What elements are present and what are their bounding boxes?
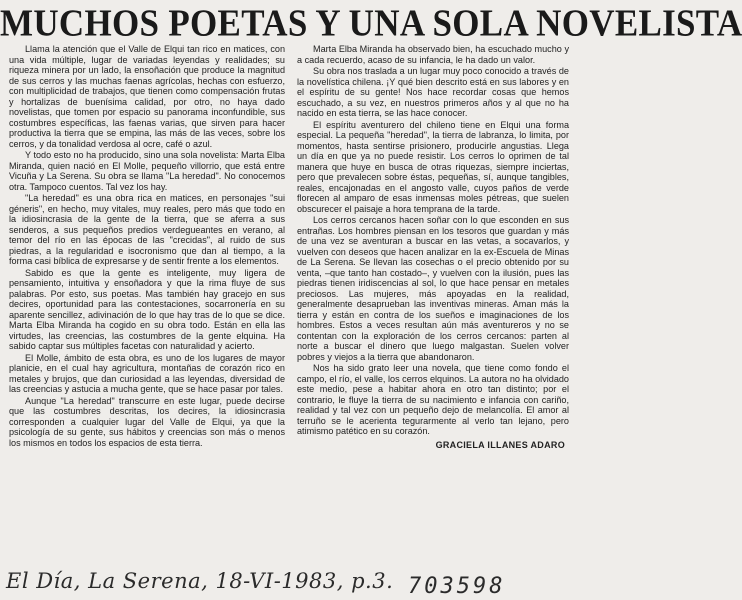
headline: MUCHOS POETAS Y UNA SOLA NOVELISTA bbox=[0, 2, 742, 45]
paragraph: Sabido es que la gente es inteligente, muy ligera de pensamiento, intuitiva y ensoñadora y que la rima fluye de sus palabras. Por esto, sus poetas. Mas también hay gracejo en sus decires, oportunidad para las contestaciones, socarronería en su aparente sencillez, adivinación de lo que hay tras de lo que se dice. Marta Elba Miranda ha cogido en su obra todo. Están en ella las virtudes, las creencias, las costumbres de la gente elquina. Ha sabido captar sus múltiples facetas con naturalidad y acierto. bbox=[9, 267, 285, 351]
paragraph: El espíritu aventurero del chileno tiene en Elqui una forma especial. La pequeña "heredad", la tierra de labranza, lo limita, por momentos, hasta sentirse prisionero, producirle angustias. Llega un día en que ya no puede resistir. Los cerros lo oprimen de tal manera que huye en busca de otras riquezas, siempre inciertas, pero que prevalecen sobre éstas, pequeñas, sí, aunque tangibles, reales, encajonadas en el angosto valle, cuyos paños de verde florecen al amparo de esas inmensas moles pétreas, que suelen obscurecer el paisaje a hora temprana de la tarde. bbox=[297, 119, 569, 214]
paragraph: Su obra nos traslada a un lugar muy poco conocido a través de la novelística chilena. ¡Y qué bien descrito está en sus labores y en el espíritu de su gente! Nos hace recordar cosas que hemos escuchado, a su vez, en nuestros primeros años y al que no ha nacido en esta tierra, se las hace conocer. bbox=[297, 66, 569, 118]
handwritten-source-note: El Día, La Serena, 18-VI-1983, p.3. bbox=[6, 569, 394, 593]
paragraph: Y todo esto no ha producido, sino una sola novelista: Marta Elba Miranda, quien nació en El Molle, pequeño villorrio, que está entre Vicuña y La Serena. Su obra se llama "La heredad". No conocemos otra. Tampoco cuentos. Tal vez los hay. bbox=[9, 150, 285, 192]
paragraph: Llama la atención que el Valle de Elqui tan rico en matices, con una vida múltiple, lugar de variadas leyendas y realidades; su riqueza minera por un lado, la ensoñación que produce la magnitud de sus cerros y las muchas faenas agrícolas, hechas con esfuerzo, con multiplicidad de trabajos, que tienen como compensación frutas y hortalizas de buenísima calidad, por otro, no haya dado novelistas, que tomen por espacio su panorama inconfundible, sus costumbres específicas, las faenas varias, que sirven para hacer productiva la tierra que se empina, las más de las veces, sobre los cerros, y da tonalidad verdosa al ocre, café o azul. bbox=[9, 44, 285, 149]
right-column bbox=[297, 44, 569, 450]
archive-stamp-number: 703598 bbox=[408, 574, 506, 599]
paragraph: Marta Elba Miranda ha observado bien, ha escuchado mucho y a cada recuerdo, acaso de su infancia, le ha dado un valor. bbox=[297, 44, 569, 65]
paragraph: El Molle, ámbito de esta obra, es uno de los lugares de mayor planicie, en el cual hay agricultura, montañas de corazón rico en metales y brujos, que dan curiosidad a las leyendas, diversidad de las creencias y astucia a mucha gente, que se hace pasar por tales. bbox=[9, 352, 285, 394]
paragraph: Nos ha sido grato leer una novela, que tiene como fondo el campo, el río, el valle, los cerros elquinos. La autora no ha olvidado este medio, pese a habitar ahora en otro tan distinto; por el contrario, le fluye la tierra de su nacimiento e infancia con cariño, realidad y tal vez con un pequeño dejo de melancolía. El amor al terruño se le acerienta tegurarmente al verlo tan lejano, pero atimismo patético en su corazón. bbox=[297, 363, 569, 436]
author-signature: GRACIELA ILLANES ADARO bbox=[435, 439, 565, 450]
paragraph: "La heredad" es una obra rica en matices, en personajes "sui géneris", en hecho, muy vitales, muy reales, pero más que todo en la idiosincrasia de la gente de la tierra, que se aferra a sus senderos, a sus pequeños predios verdegueantes en verano, al temor del río en las épocas de las "crecidas", al ruido de sus piedras, a la regularidad e isocronismo que dan al tiempo, a la forma casi bíblica de expresarse y de sentir frente a los elementos. bbox=[9, 193, 285, 266]
left-column bbox=[9, 44, 285, 448]
paragraph: Aunque "La heredad" transcurre en este lugar, puede decirse que las costumbres descritas, los decires, la idiosincrasia corresponden a cualquier lugar del Valle de Elqui, ya que la psicología de su gente, sus hábitos y creencias son más o menos los mismos en todos los espacios de esta tierra. bbox=[9, 395, 285, 448]
paragraph: Los cerros cercanos hacen soñar con lo que esconden en sus entrañas. Los hombres piensan en los tesoros que guardan y más de una vez se aventuran a buscar en las vetas, a socavarlos, y vuelven con deseos que hacen analizar en la ex-Escuela de Minas de La Serena. Se llevan las cosechas o el precio obtenido por su venta, –que tanto han costado–, y vuelven con la ilusión, pues las piedras tienen iridiscencias al sol, lo que hace pensar en metales preciosos. Las mujeres, más apoyadas en la realidad, generalmente desaprueban las inventivas mineras. Aman más la tierra y están en contra de los sueños e imaginaciones de los hombres. Estos a veces resultan aún más aventureros y no se contentan con la exploración de los cerros cercanos: parten al norte a buscar el dinero que luego malgastan. Suelen volver pobres y viejos a la tierra que abandonaron. bbox=[297, 215, 569, 362]
